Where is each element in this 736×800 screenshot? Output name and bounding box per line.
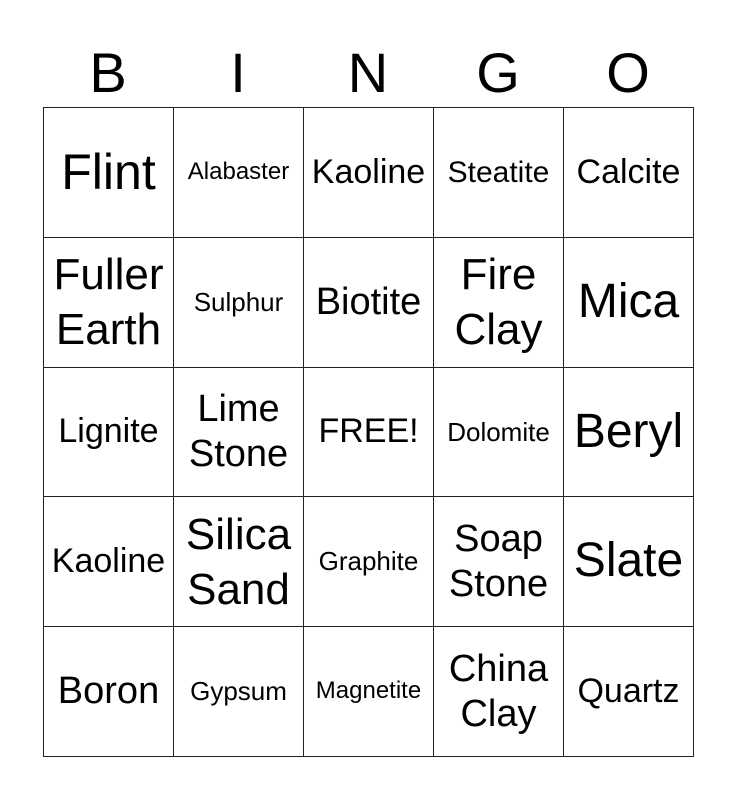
bingo-cell[interactable]: China Clay <box>434 627 564 757</box>
bingo-cell[interactable]: Gypsum <box>174 627 304 757</box>
header-letter-o: O <box>606 41 650 104</box>
bingo-cell[interactable]: Calcite <box>564 108 694 238</box>
header-letter-g: G <box>476 41 520 104</box>
bingo-board <box>43 107 694 757</box>
bingo-cell[interactable]: Biotite <box>304 238 434 368</box>
header-letter-i: I <box>230 41 246 104</box>
bingo-header <box>43 40 693 106</box>
bingo-cell[interactable]: Lime Stone <box>174 368 304 498</box>
bingo-cell[interactable]: Silica Sand <box>174 497 304 627</box>
bingo-cell[interactable]: Boron <box>44 627 174 757</box>
header-letter-b: B <box>89 41 127 104</box>
bingo-cell[interactable]: Alabaster <box>174 108 304 238</box>
bingo-cell[interactable]: Fuller Earth <box>44 238 174 368</box>
free-space-cell[interactable]: FREE! <box>304 368 434 498</box>
bingo-cell[interactable]: Flint <box>44 108 174 238</box>
bingo-cell[interactable]: Dolomite <box>434 368 564 498</box>
bingo-cell[interactable]: Lignite <box>44 368 174 498</box>
bingo-cell[interactable]: Soap Stone <box>434 497 564 627</box>
bingo-cell[interactable]: Fire Clay <box>434 238 564 368</box>
bingo-cell[interactable]: Slate <box>564 497 694 627</box>
bingo-cell[interactable]: Graphite <box>304 497 434 627</box>
bingo-cell[interactable]: Mica <box>564 238 694 368</box>
bingo-cell[interactable]: Kaoline <box>44 497 174 627</box>
header-letter-n: N <box>347 41 389 104</box>
bingo-cell[interactable]: Kaoline <box>304 108 434 238</box>
bingo-cell[interactable]: Sulphur <box>174 238 304 368</box>
bingo-cell[interactable]: Beryl <box>564 368 694 498</box>
bingo-cell[interactable]: Steatite <box>434 108 564 238</box>
bingo-cell[interactable]: Magnetite <box>304 627 434 757</box>
bingo-cell[interactable]: Quartz <box>564 627 694 757</box>
